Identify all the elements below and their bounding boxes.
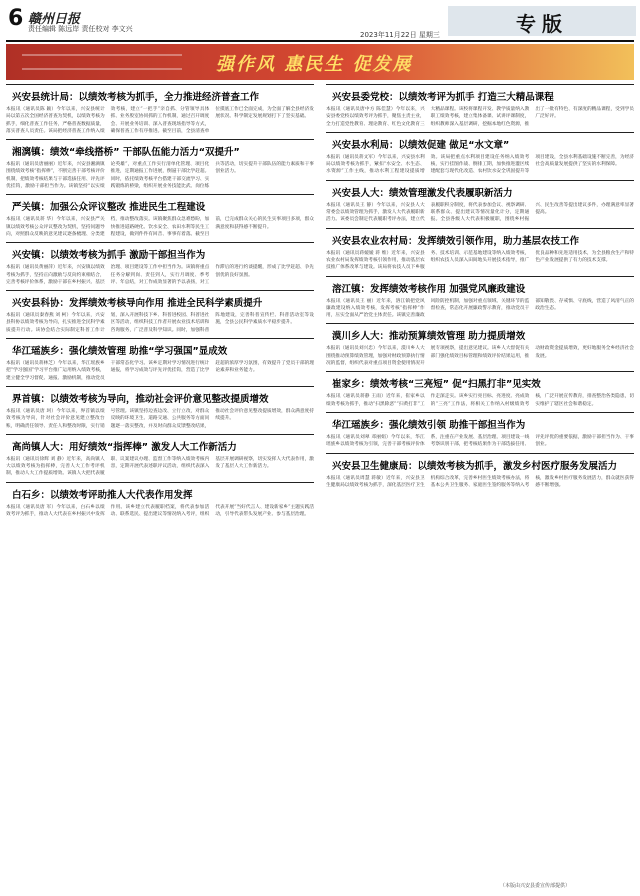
article-headline: 漠川乡人大：推动预算绩效管理 助力提质增效 (326, 323, 634, 345)
article (326, 323, 634, 367)
article-headline: 高尚镇人大：用好绩效“指挥棒” 激发人大工作新活力 (6, 434, 314, 456)
right-column (326, 84, 634, 493)
article-body-text: 本报讯（通讯员蒋静 王雨）近年来，崔家乡以绩效考核为抓手，推动“扫黑除恶”“扫黄打非”工作走深走实。该乡实行亮目标、亮进度、亮成效的“三亮”工作法，将相关工作纳入村级绩效考核，广泛开展宣传教育，排查整治各类隐患，切实维护了辖区社会和谐稳定。 (326, 394, 634, 407)
article-body-text: 本报讯（通讯员黄丽萍）近年来，兴安镇以绩效考核为抓手，坚持正向激励与反向约束相结合，完善考核评价体系，激励干部在乡村振兴、基层治理、项目建设等工作中担当作为。该镇将重点任务分解到岗、责任到人，实行月调度、季考评、年总结，对工作成效显著的予以表扬，对工作滞后的进行约谈提醒，形成了比学赶超、争先创优的良好氛围。 (6, 265, 314, 285)
article-headline: 兴安县科协：发挥绩效考核导向作用 推进全民科学素质提升 (6, 290, 314, 312)
article-body (326, 154, 634, 176)
article-headline: 华江瑶族乡：强化绩效管理 助推“学习强国”显成效 (6, 338, 314, 360)
section-title: 专版 (516, 12, 568, 36)
article-headline: 湘漓镇：绩效“牵线搭桥” 干部队伍能力活力“双提升” (6, 139, 314, 161)
article-headline: 华江瑶族乡：强化绩效引领 助推干部担当作为 (326, 412, 634, 434)
article (326, 276, 634, 320)
page-number: 6 (8, 6, 24, 31)
article-body-text: 本报讯（通讯员唐 珂）今年以来，界首镇以绩效考核为导向，针对社会评价意见建立整改台账，明确责任领导、责任人和整改时限，实行销号管理。该镇坚持边查边改、立行立改，对群众反映的环境卫生、道路交通、公共服务等方面问题逐一落实整改，并及时向群众反馈整改结果，推动社会评价意见整改提质增效，群众满意度持续提升。 (6, 408, 314, 429)
article (326, 132, 634, 176)
issue-date: 2023年11月22日 星期三 (360, 31, 440, 39)
left-column (6, 84, 314, 522)
article (6, 194, 314, 238)
article (326, 84, 634, 128)
article-body (326, 345, 634, 367)
article-body (326, 475, 634, 490)
article-body (6, 216, 314, 238)
article-body-text: 本报讯（通讯员唐丽丽）近年来，兴安县湘漓镇围绕绩效考核“指挥棒”，不断完善干部考核评价机制，把绩效考核结果与干部选拔任用、评先评优挂钩，激励干部担当作为。该镇坚持“以实绩论英雄”，对重点工作实行清单化管理、项目化推进，定期通报工作进展，倒逼干部比学赶超。同时，依托绩效考核平台搭建干部交流学习、实践锻炼的桥梁，组织开展业务技能比武、岗位练兵等活动，切实提升干部队伍的能力素质和干事创业活力。 (6, 162, 314, 190)
article-headline: 白石乡：以绩效考评助推人大代表作用发挥 (6, 482, 314, 504)
article (326, 412, 634, 449)
article-body (6, 161, 314, 190)
article-body-text: 本报讯（通讯员蒋媛媛 蒋 维）近年来，兴安县农业农村局发挥绩效考核引领作用，推动基层农技推广体系改革与建设。该局将农技人员下乡服务、技术培训、示范基地建设等纳入绩效考核，组织农技人员深入田间地头开展技术指导，推广优良品种和先进适用技术，为全县粮食生产和特色产业发展提供了有力的技术支撑。 (326, 250, 634, 271)
section-label-box (448, 6, 636, 36)
article (6, 139, 314, 190)
article-body-text: 本报讯（通讯员陈 颖）今年以来，兴安县统计局以第五次全国经济普查为契机，以绩效考核为抓手，细化普查工作任务，严格普查数据质量，落实普查人员责任。该局把经济普查工作纳入绩效考核，建立“一把手”亲自抓、分管领导具体抓、业务股室协同抓的工作机制，通过召开调度会、开展业务培训、深入普查现场指导等方式，确保普查工作有序推进。截至目前，全县清查单位摸底工作已全面完成，为全面了解全县经济发展状况、科学制定发展规划打下了坚实基础。 (6, 107, 314, 134)
article-body-text: 本报讯（通讯员秦春燕 刘 柯）今年以来，兴安县科协以绩效考核为导向，扎实推进全民科学素质提升行动。该协会结合实际制定科普工作计划，深入开展科技下乡、科普进校园、科普进社区等活动，组织科技工作者开展农业技术培训和咨询服务，广泛普及科学知识。同时，加强科普阵地建设，完善科普宣传栏、科普活动室等设施，全县公民科学素质水平稳步提升。 (6, 313, 314, 333)
article-body-text: 本报讯（通讯员徐辉 刘 静）近年来，高尚镇人大以绩效考核为指挥棒，完善人大工作考评机制，推动人大工作提质增效。该镇人大把代表履职、议案建议办理、监督工作等纳入绩效考核内容，定期开展代表述职评议活动，组织代表深入基层开展调研视察，切实发挥人大代表作用，激发了基层人大工作新活力。 (6, 456, 314, 477)
article-headline: 兴安县委党校：以绩效考评为抓手 打造三大精品课程 (326, 84, 634, 106)
article-body (6, 456, 314, 478)
article-headline: 兴安县卫生健康局：以绩效考核为抓手，激发乡村医疗服务发展活力 (326, 453, 634, 475)
article (326, 453, 634, 490)
article-body-text: 本报讯（通讯员王 丽）近年来，溶江镇把党风廉政建设纳入绩效考核，发挥考核“指挥棒”作用，压实全面从严治党主体责任。该镇完善廉政风险防控机制，加强对重点领域、关键环节的监督检查，常态化开展廉政警示教育，推动党员干部知敬畏、存戒惧、守底线，营造了风清气正的政治生态。 (326, 298, 634, 319)
header-rule (6, 40, 634, 42)
article-body-text: 本报讯（通讯员唐 军）今年以来，白石乡以绩效考评为抓手，推动人大代表在乡村振兴中发挥作用。该乡建立代表履职档案，将代表参加活动、联系选民、提出建议等情况纳入考评，组织代表开展“当好代言人、建设新家乡”主题实践活动，引导代表带头发展产业、参与基层治理。 (6, 504, 314, 518)
article-body-text: 本报讯（通讯员蒋文军）今年以来，兴安县水利局以绩效考核为抓手，紧扣“水安全、水生态、水资源”工作主线，推动水利工程建设提质增效。该局把重点水利项目建设任务纳入绩效考核，实行挂图作战、倒排工期，加快推进灌区续建配套与现代化改造、农村饮水安全巩固提升等项目建设，全县水利基础设施不断完善，为经济社会高质量发展提供了坚实的水利保障。 (326, 154, 634, 175)
article (6, 434, 314, 478)
article-body-text: 本报讯（通讯员刘翠 邓丽娟）今年以来，华江瑶族乡以绩效考核为引领，完善干部考核评价体系，注重在产业发展、基层治理、项目建设一线考察识别干部，把考核结果作为干部选拔任用、评先评优的重要依据，激励干部担当作为、干事创业。 (326, 434, 634, 448)
banner-decoration (22, 54, 182, 70)
banner-slogan: 强作风 惠民生 促发展 (216, 54, 413, 75)
article-body (326, 106, 634, 128)
article-headline: 崔家乡：绩效考核“三亮短” 促“扫黑打非”见实效 (326, 371, 634, 393)
article-body (6, 106, 314, 135)
article-body (326, 298, 634, 320)
article-body-text: 本报讯（通讯员周慧 蒋敏）近年来，兴安县卫生健康局以绩效考核为抓手，深化基层医疗卫生机构综合改革，完善乡村医生绩效考核办法，将基本公共卫生服务、家庭医生签约服务等纳入考核，激发乡村医疗服务发展活力，群众就医获得感不断增强。 (326, 475, 634, 488)
article (6, 386, 314, 430)
article (326, 228, 634, 272)
footer-note: （本版由兴安县委宣传部提供） (500, 883, 571, 889)
article-body-text: 本报讯（通讯员王 静）今年以来，兴安县人大常委会以绩效管理为抓手，激发人大代表履职新活力。该委员会制定代表履职考评办法，建立代表履职积分制度，将代表参加会议、视察调研、联系群众、提出建议等情况量化计分，定期通报。全县各级人大代表积极履职，围绕乡村振兴、民生改善等提出建议多件，办理满意率显著提高。 (326, 202, 634, 223)
article-headline: 严关镇：加强公众评议整改 推进民生工程建设 (6, 194, 314, 216)
article-body (6, 408, 314, 430)
editors-line: 责任编辑 陈远岸 责任校对 李文兴 (28, 25, 133, 33)
article-headline: 兴安县统计局：以绩效考核为抓手，全力推进经济普查工作 (6, 84, 314, 106)
article (6, 84, 314, 135)
article-headline: 兴安县农业农村局：发挥绩效引领作用，助力基层农技工作 (326, 228, 634, 250)
article-body (6, 504, 314, 519)
article-body-text: 本报讯（通讯员蒋 华）今年以来，兴安县严关镇以绩效考核公众评议整改为契机，坚持问题导向，对照群众反映的意见建议逐条梳理、分类建档，推动整改落实。该镇聚焦群众急难愁盼，加快推进道路硬化、饮水安全、农田水利等民生工程建设，做到件件有回音、事事有着落。截至目前，已完成群众关心的民生实事项目多项，群众满意度和获得感不断提升。 (6, 217, 314, 237)
article-headline: 兴安县人大：绩效管理激发代表履职新活力 (326, 180, 634, 202)
article-body-text: 本报讯（通讯员唐中方 陈佳慧）今年以来，兴安县委党校以绩效考评为抓手，聚焦主责主业，全力打造党性教育、理论教育、红色文化教育三大精品课程。该校将课程开发、教学质量纳入教职工绩效考核，建立集体备课、试讲评课制度，组织教师深入基层调研，挖掘本地红色资源，推出了一批有特色、有深度的精品课程，受到学员广泛好评。 (326, 107, 634, 127)
paper-name: 赣州日报 (28, 12, 81, 27)
article-headline: 兴安县水利局：以绩效促建 做足“水文章” (326, 132, 634, 154)
page-header (0, 0, 640, 44)
article-body (6, 360, 314, 382)
article-headline: 溶江镇：发挥绩效考核作用 加强党风廉政建设 (326, 276, 634, 298)
article (6, 290, 314, 334)
article (326, 371, 634, 408)
article (326, 180, 634, 224)
article-body (6, 264, 314, 286)
article (6, 482, 314, 519)
article-body (326, 434, 634, 449)
article-body-text: 本报讯（通讯员蒋林芝）今年以来，华江瑶族乡把“学习强国”学习平台推广运用纳入绩效考核，建立健全学习督促、通报、激励机制，推动党员干部常态化学习。该乡定期对学习情况进行统计通报，将学习成效与评先评优挂钩，营造了比学赶超的浓厚学习氛围，有效提升了党员干部的理论素养和业务能力。 (6, 361, 314, 381)
article-headline: 界首镇：以绩效考核为导向，推动社会评价意见整改提质增效 (6, 386, 314, 408)
article-headline: 兴安镇：以绩效考核为抓手 激励干部担当作为 (6, 242, 314, 264)
article-body (326, 202, 634, 224)
article (6, 338, 314, 382)
article-body (326, 250, 634, 272)
article-body (6, 312, 314, 334)
article-body-text: 本报讯（通讯员刘兴忠）今年以来，漠川乡人大围绕推动预算绩效管理，加强对财政预算执行情况的监督，组织代表对重点项目资金使用情况开展专项视察，提出意见建议。该乡人大督促有关部门强化绩效目标管理和绩效评价结果运用，推动财政资金提质增效，更好地服务全乡经济社会发展。 (326, 346, 634, 367)
article (6, 242, 314, 286)
article-body (326, 393, 634, 408)
slogan-banner (6, 44, 634, 80)
